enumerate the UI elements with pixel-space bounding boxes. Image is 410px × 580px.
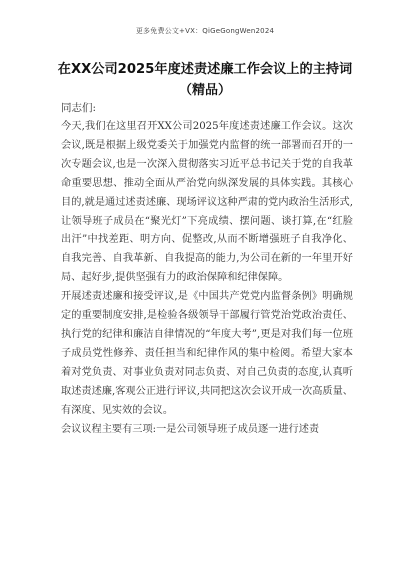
greeting: 同志们: — [61, 102, 97, 114]
body-paragraph-2: 开展述责述廉和接受评议,是《中国共产党党内监督条例》明确规定的重要制度安排,是检验各级领导干部履行管党治党政治责任、执行党的纪律和廉洁自律情况的“年度大考”,更是对我们每一位班子成员党性修养、责任担当和纪律作风的集中检阅。希望大家本着对党负责、对事业负责对同志负责、对自己负责的态度,认真听取述责述廉,客观公正进行评议,共同把这次会议开成一次高质量、有深度、见实效的会议。 — [61, 291, 353, 416]
document-body — [61, 118, 353, 439]
document-subtitle: （精品） — [178, 83, 231, 98]
header-watermark: 更多免费公文+VX：QiGeGongWen2024 — [135, 27, 275, 35]
body-paragraph-3: 会议议程主要有三项:一是公司领导班子成员逐一进行述责 — [61, 423, 320, 435]
document-title: 在XX公司2025年度述责述廉工作会议上的主持词 — [57, 62, 353, 77]
body-paragraph-1: 今天,我们在这里召开XX公司2025年度述责述廉工作会议。这次会议,既是根据上级党委关于加强党内监督的统一部署而召开的一次专题会议,也是一次深入贯彻落实习近平总书记关于党的自我革命重要思想、推动全面从严治党向纵深发展的具体实践。其核心目的,就是通过述责述廉、现场评议这种严肃的党内政治生活形式,让领导班子成员在“聚光灯”下亮成绩、摆问题、谈打算,在“红脸出汗”中找差距、明方向、促整改,从而不断增强班子自我净化、自我完善、自我革新、自我提高的能力,为公司在新的一年里开好局、起好步,提供坚强有力的政治保障和纪律保障。 — [61, 121, 353, 284]
